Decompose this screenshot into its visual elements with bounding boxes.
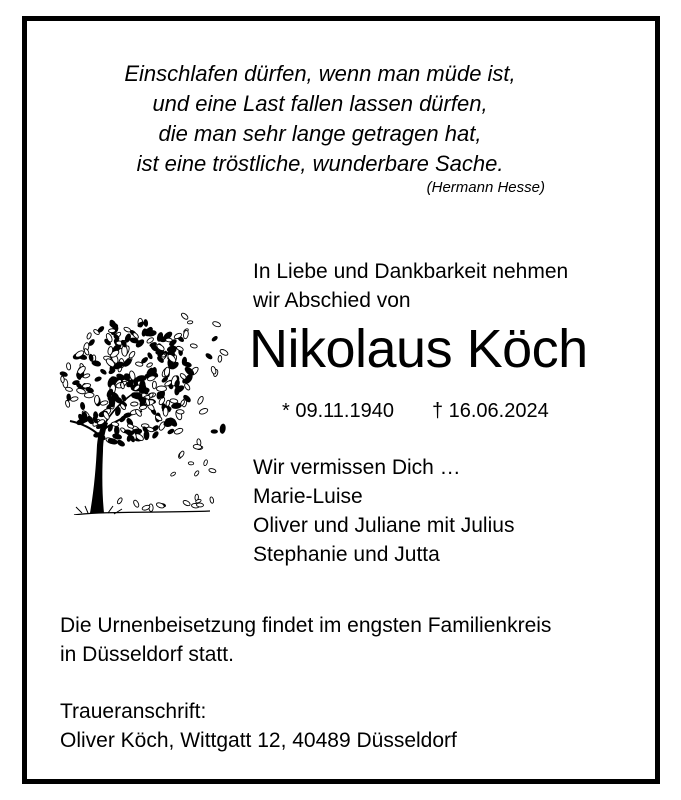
leaf-shape [180, 312, 189, 320]
leaf-shape [65, 387, 73, 392]
leaf-shape [171, 403, 181, 410]
leaf-shape [141, 356, 149, 363]
death-date: † 16.06.2024 [431, 400, 549, 422]
life-dates [282, 397, 549, 425]
address-label: Traueranschrift: [60, 700, 207, 723]
leaf-shape [123, 326, 131, 333]
intro-line: In Liebe und Dankbarkeit nehmen [253, 260, 569, 283]
poem-line: Einschlafen dürfen, wenn man müde ist, [124, 61, 516, 86]
leaf-shape [67, 394, 71, 401]
leaf-shape [190, 343, 198, 348]
leaf-shape [94, 376, 101, 382]
address-value: Oliver Köch, Wittgatt 12, 40489 Düsseldorf [60, 729, 457, 752]
deceased-name: Nikolaus Köch [249, 319, 588, 379]
leaf-shape [210, 366, 216, 375]
leaf-shape [70, 396, 78, 402]
leaf-shape [139, 387, 149, 393]
leaf-shape [152, 381, 156, 389]
leaf-shape [83, 348, 89, 356]
mourner-line: Stephanie und Jutta [253, 543, 440, 566]
mourning-address [60, 697, 457, 755]
leaf-shape [80, 402, 85, 410]
mourner-line: Wir vermissen Dich … [253, 456, 461, 479]
leaf-shape [60, 371, 68, 377]
leaf-shape [128, 350, 136, 359]
leaf-shape [60, 376, 64, 383]
mourners-list [253, 453, 514, 569]
leaf-shape [86, 332, 92, 339]
leaf-shape [199, 407, 209, 415]
leaf-shape [184, 383, 191, 391]
leaf-shape [211, 336, 218, 342]
leaf-shape [167, 428, 175, 434]
leaf-shape [156, 350, 164, 354]
leaf-shape [164, 422, 172, 427]
leaf-shape [212, 321, 221, 328]
leaf-shape [122, 358, 132, 368]
leaf-shape [66, 363, 71, 371]
leaf-shape [97, 326, 105, 334]
leaf-shape [65, 400, 70, 408]
poem-line: die man sehr lange getragen hat, [158, 121, 482, 146]
leaf-shape [117, 497, 124, 505]
notice-line: Die Urnenbeisetzung findet im engsten Familienkreis [60, 614, 552, 637]
leaf-shape [174, 427, 184, 435]
leaf-shape [218, 355, 222, 362]
leaf-shape [187, 320, 193, 324]
mourner-line: Oliver und Juliane mit Julius [253, 514, 515, 537]
leaf-shape [194, 470, 200, 477]
leaf-shape [133, 499, 140, 508]
leaf-shape [196, 503, 203, 507]
leaf-shape [114, 426, 119, 435]
leaf-shape [100, 369, 107, 376]
leaf-shape [109, 396, 115, 407]
burial-notice [60, 611, 551, 669]
leaf-shape [165, 338, 172, 342]
mourner-line: Marie-Luise [253, 485, 363, 508]
leaf-shape [211, 430, 217, 433]
leaf-shape [84, 392, 94, 398]
leaf-shape [127, 431, 134, 435]
poem-quote [27, 59, 655, 179]
leaf-shape [182, 499, 191, 506]
leaf-shape [100, 400, 108, 406]
leaf-shape [108, 329, 115, 333]
farewell-intro [253, 257, 568, 315]
leaf-shape [197, 396, 205, 405]
leaf-shape [170, 471, 176, 476]
leaf-shape [170, 398, 178, 403]
leaf-shape [203, 459, 208, 466]
leaf-shape [176, 345, 184, 352]
leaf-shape [163, 407, 168, 416]
birth-date: * 09.11.1940 [282, 400, 394, 422]
leaf-shape [144, 319, 148, 326]
poem-author: (Hermann Hesse) [426, 179, 545, 196]
leaf-shape [123, 412, 131, 418]
leaf-shape [220, 424, 226, 434]
leaf-shape [188, 462, 194, 465]
notice-line: in Düsseldorf statt. [60, 643, 234, 666]
leaf-shape [116, 439, 125, 447]
poem-line: und eine Last fallen lassen dürfen, [152, 91, 488, 116]
leaf-shape [94, 395, 99, 404]
leaf-shape [157, 386, 167, 391]
leaf-shape [144, 431, 149, 440]
poem-line: ist eine tröstliche, wunderbare Sache. [136, 151, 504, 176]
leaf-shape [178, 450, 184, 458]
leaf-shape [109, 322, 118, 329]
leaf-shape [205, 353, 213, 360]
tree-leaves [60, 312, 229, 512]
leaf-shape [131, 402, 139, 406]
leaf-shape [85, 386, 94, 393]
leaf-shape [157, 392, 161, 399]
leaf-shape [182, 357, 187, 365]
leaf-shape [209, 497, 214, 504]
intro-line: wir Abschied von [253, 289, 411, 312]
windblown-tree-icon [42, 285, 232, 515]
leaf-shape [208, 468, 216, 474]
leaf-shape [146, 362, 153, 368]
obituary-frame [22, 16, 660, 784]
leaf-shape [156, 502, 165, 509]
leaf-shape [93, 412, 97, 420]
leaf-shape [176, 409, 184, 414]
